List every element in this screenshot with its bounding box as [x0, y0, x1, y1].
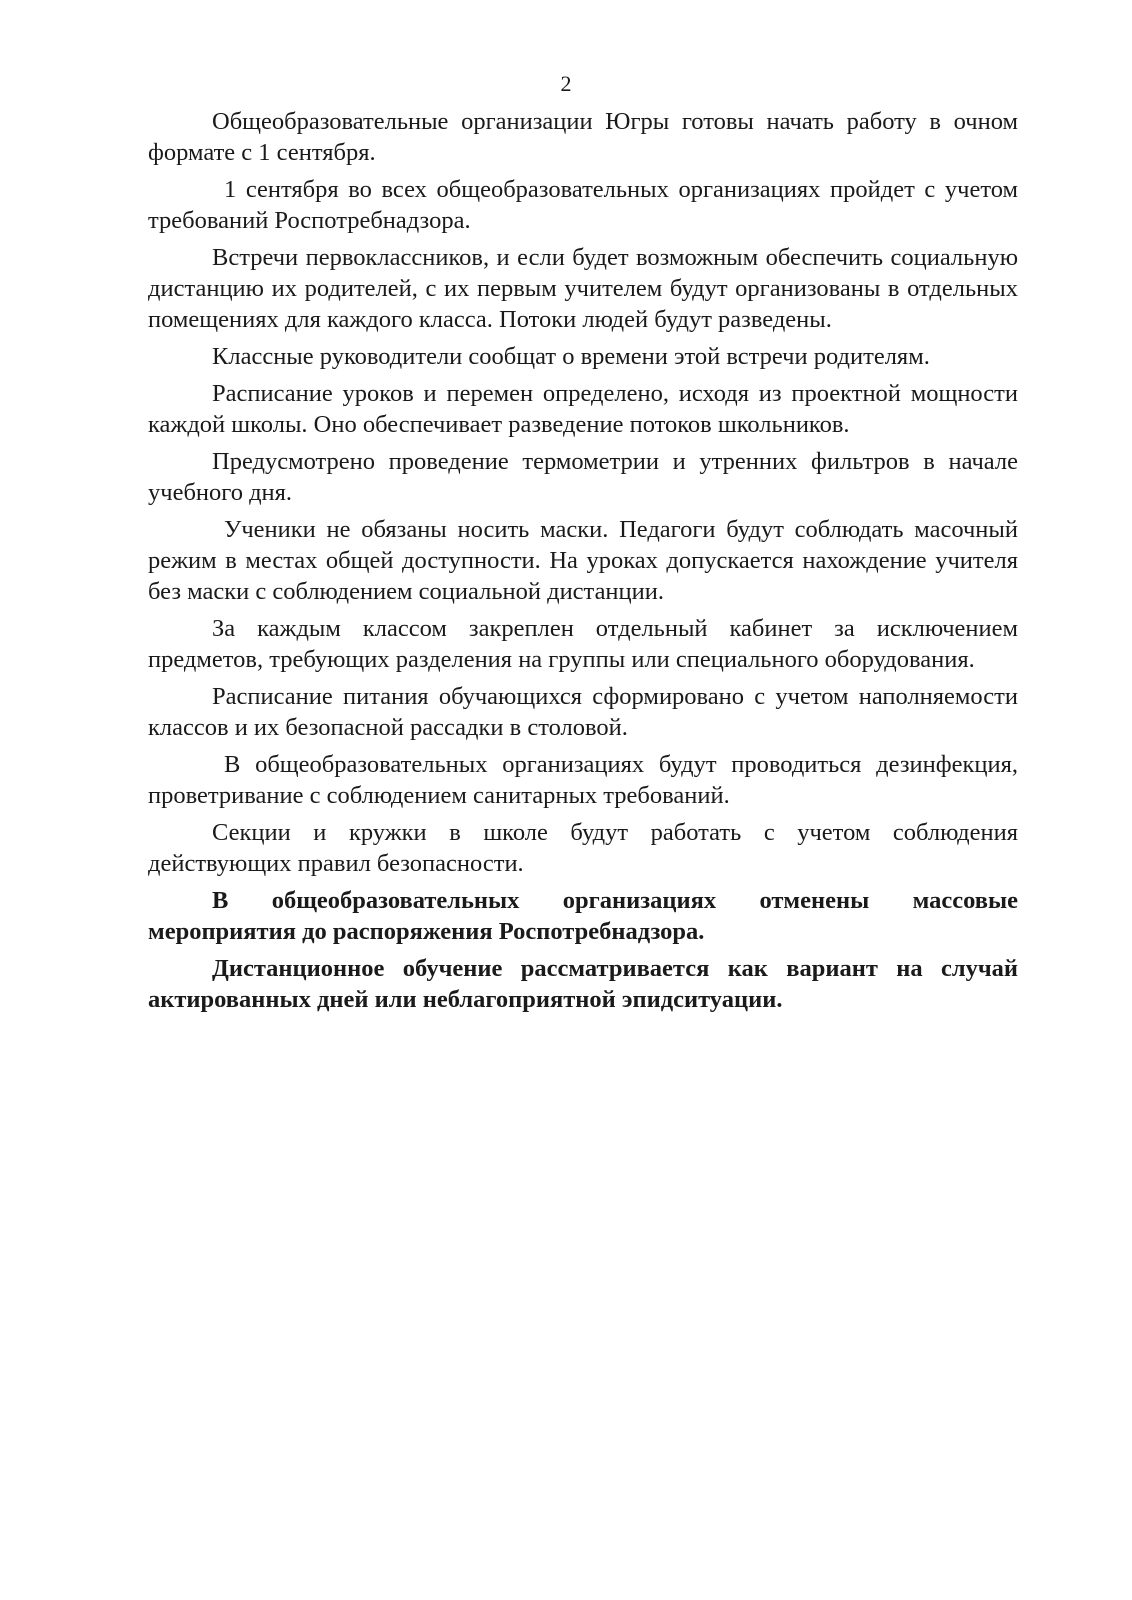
paragraph-clubs: Секции и кружки в школе будут работать с учетом соблюдения действующих правил безопасности. — [148, 819, 1018, 877]
paragraph-thermometry: Предусмотрено проведение термометрии и утренних фильтров в начале учебного дня. — [148, 448, 1018, 506]
paragraph-distance-learning: Дистанционное обучение рассматривается как вариант на случай актированных дней или неблагоприятной эпидситуации. — [148, 955, 1018, 1013]
page-number: 2 — [560, 71, 572, 96]
paragraph-class-teachers: Классные руководители сообщат о времени этой встречи родителям. — [212, 343, 930, 370]
paragraph-first-graders-meeting: Встречи первоклассников, и если будет возможным обеспечить социальную дистанцию их родителей, с их первым учителем будут организованы в отдельных помещениях для каждого класса. Потоки людей будут разведены. — [148, 244, 1018, 333]
paragraph-lesson-schedule: Расписание уроков и перемен определено, исходя из проектной мощности каждой школы. Оно обеспечивает разведение потоков школьников. — [148, 380, 1018, 438]
paragraph-september-first: 1 сентября во всех общеобразовательных организациях пройдет с учетом требований Роспотребнадзора. — [148, 176, 1018, 234]
paragraph-masks: Ученики не обязаны носить маски. Педагоги будут соблюдать масочный режим в местах общей доступности. На уроках допускается нахождение учителя без маски с соблюдением социальной дистанции. — [148, 516, 1018, 605]
document-body — [148, 106, 1018, 1021]
paragraph-classrooms: За каждым классом закреплен отдельный кабинет за исключением предметов, требующих разделения на группы или специального оборудования. — [148, 615, 1018, 673]
paragraph-meal-schedule: Расписание питания обучающихся сформировано с учетом наполняемости классов и их безопасной рассадки в столовой. — [148, 683, 1018, 741]
paragraph-school-readiness: Общеобразовательные организации Югры готовы начать работу в очном формате с 1 сентября. — [148, 108, 1018, 166]
paragraph-disinfection: В общеобразовательных организациях будут проводиться дезинфекция, проветривание с соблюдением санитарных требований. — [148, 751, 1018, 809]
paragraph-mass-events-cancelled: В общеобразовательных организациях отменены массовые мероприятия до распоряжения Роспотребнадзора. — [148, 887, 1018, 945]
